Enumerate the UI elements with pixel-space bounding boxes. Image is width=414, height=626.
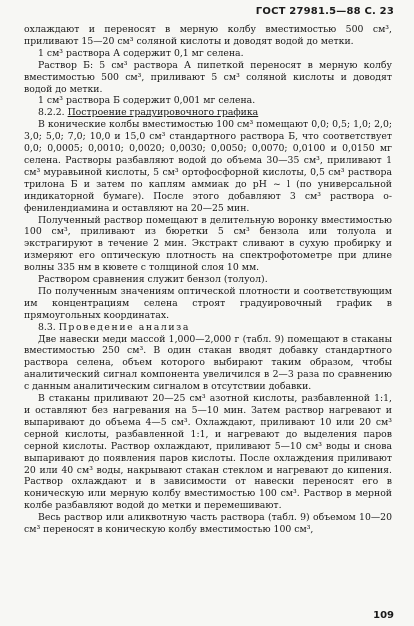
paragraph: Две навески меди массой 1,000—2,000 г (табл. 9) помещают в стаканы вместимостью 250 см³. В один стакан вводят добавку стандартного раствора селена, объем которого выбирают таким образом, чтобы аналитический сигнал компонента увеличился в 2—3 раза по сравнению с данным аналитическим сигналом в отсутствии добавки. <box>24 333 392 393</box>
paragraph: 1 см³ раствора А содержит 0,1 мг селена. <box>38 47 244 59</box>
paragraph: 1 см³ раствора Б содержит 0,001 мг селена. <box>38 95 256 107</box>
paragraph: Раствор Б: 5 см³ раствора А пипеткой переносят в мерную колбу вместимостью 500 см³, приливают 5 см³ соляной кислоты и доводят водой до метки. <box>24 59 392 95</box>
paragraph: Раствором сравнения служит бензол (толуол). <box>38 274 268 286</box>
document-body <box>24 24 392 536</box>
paragraph: По полученным значениям оптической плотности и соответствующим им концентрациям селена строят градуировочный график в прямоугольных координатах. <box>24 285 392 321</box>
paragraph: В стаканы приливают 20—25 см³ азотной кислоты, разбавленной 1:1, и оставляют без нагревания на 5—10 мин. Затем раствор нагревают и выпаривают до объема 4—5 см³. Охлаждают, приливают 10 или 20 см³ серной кислоты, разбавленной 1:1, и нагревают до выделения паров серной кислоты. Раствор охлаждают, приливают 5—10 см³ воды и снова выпаривают до появления паров кислоты. После охлаждения приливают 20 или 40 см³ воды, накрывают стакан стеклом и нагревают до кипения. Раствор охлаждают и в зависимости от навески переносят его в коническую или мерную колбу вместимостью 100 см³. Раствор в мерной колбе разбавляют водой до метки и перемешивают. <box>24 393 392 512</box>
section-heading-8-3 <box>24 322 392 334</box>
paragraph: Полученный раствор помещают в делительную воронку вместимостью 100 см³, приливают из бюретки 5 см³ бензола или толуола и экстрагируют в течение 2 мин. Экстракт сливают в сухую пробирку и измеряют его оптическую плотность на спектрофотометре при длине волны 335 нм в кювете с толщиной слоя 10 мм. <box>24 214 392 274</box>
section-number: 8.2.2. <box>38 107 68 119</box>
section-heading-8-2-2 <box>24 107 392 119</box>
paragraph: В конические колбы вместимостью 100 см³ помещают 0,0; 0,5; 1,0; 2,0; 3,0; 5,0; 7,0; 10,0 и 15,0 см³ стандартного раствора Б, что соответствует 0,0; 0,0005; 0,0010; 0,0020; 0,0030; 0,0050; 0,0070; 0,0100 и 0,0150 мг селена. Растворы разбавляют водой до объема 30—35 см³, приливают 1 см³ муравьиной кислоты, 5 см³ ортофосфорной кислоты, 0,5 см³ раствора трилона Б и затем по каплям аммиак до рН ~ l (по универсальной индикаторной бумаге). После этого добавляют 3 см³ раствора о- фенилендиамина и оставляют на 20—25 мин. <box>24 119 392 214</box>
section-number: 8.3. <box>38 321 59 333</box>
paragraph: Весь раствор или аликвотную часть раствора (табл. 9) объемом 10—20 см³ переносят в коническую колбу вместимостью 100 см³, <box>24 512 392 536</box>
section-title: Проведение анализа <box>58 321 190 333</box>
section-title: Построение градуировочного графика <box>67 107 259 119</box>
paragraph: охлаждают и переносят в мерную колбу вместимостью 500 см³, приливают 15—20 см³ соляной кислоты и доводят водой до метки. <box>24 24 392 47</box>
page-header: ГОСТ 27981.5—88 С. 23 <box>255 6 394 17</box>
page-number: 109 <box>373 610 394 621</box>
